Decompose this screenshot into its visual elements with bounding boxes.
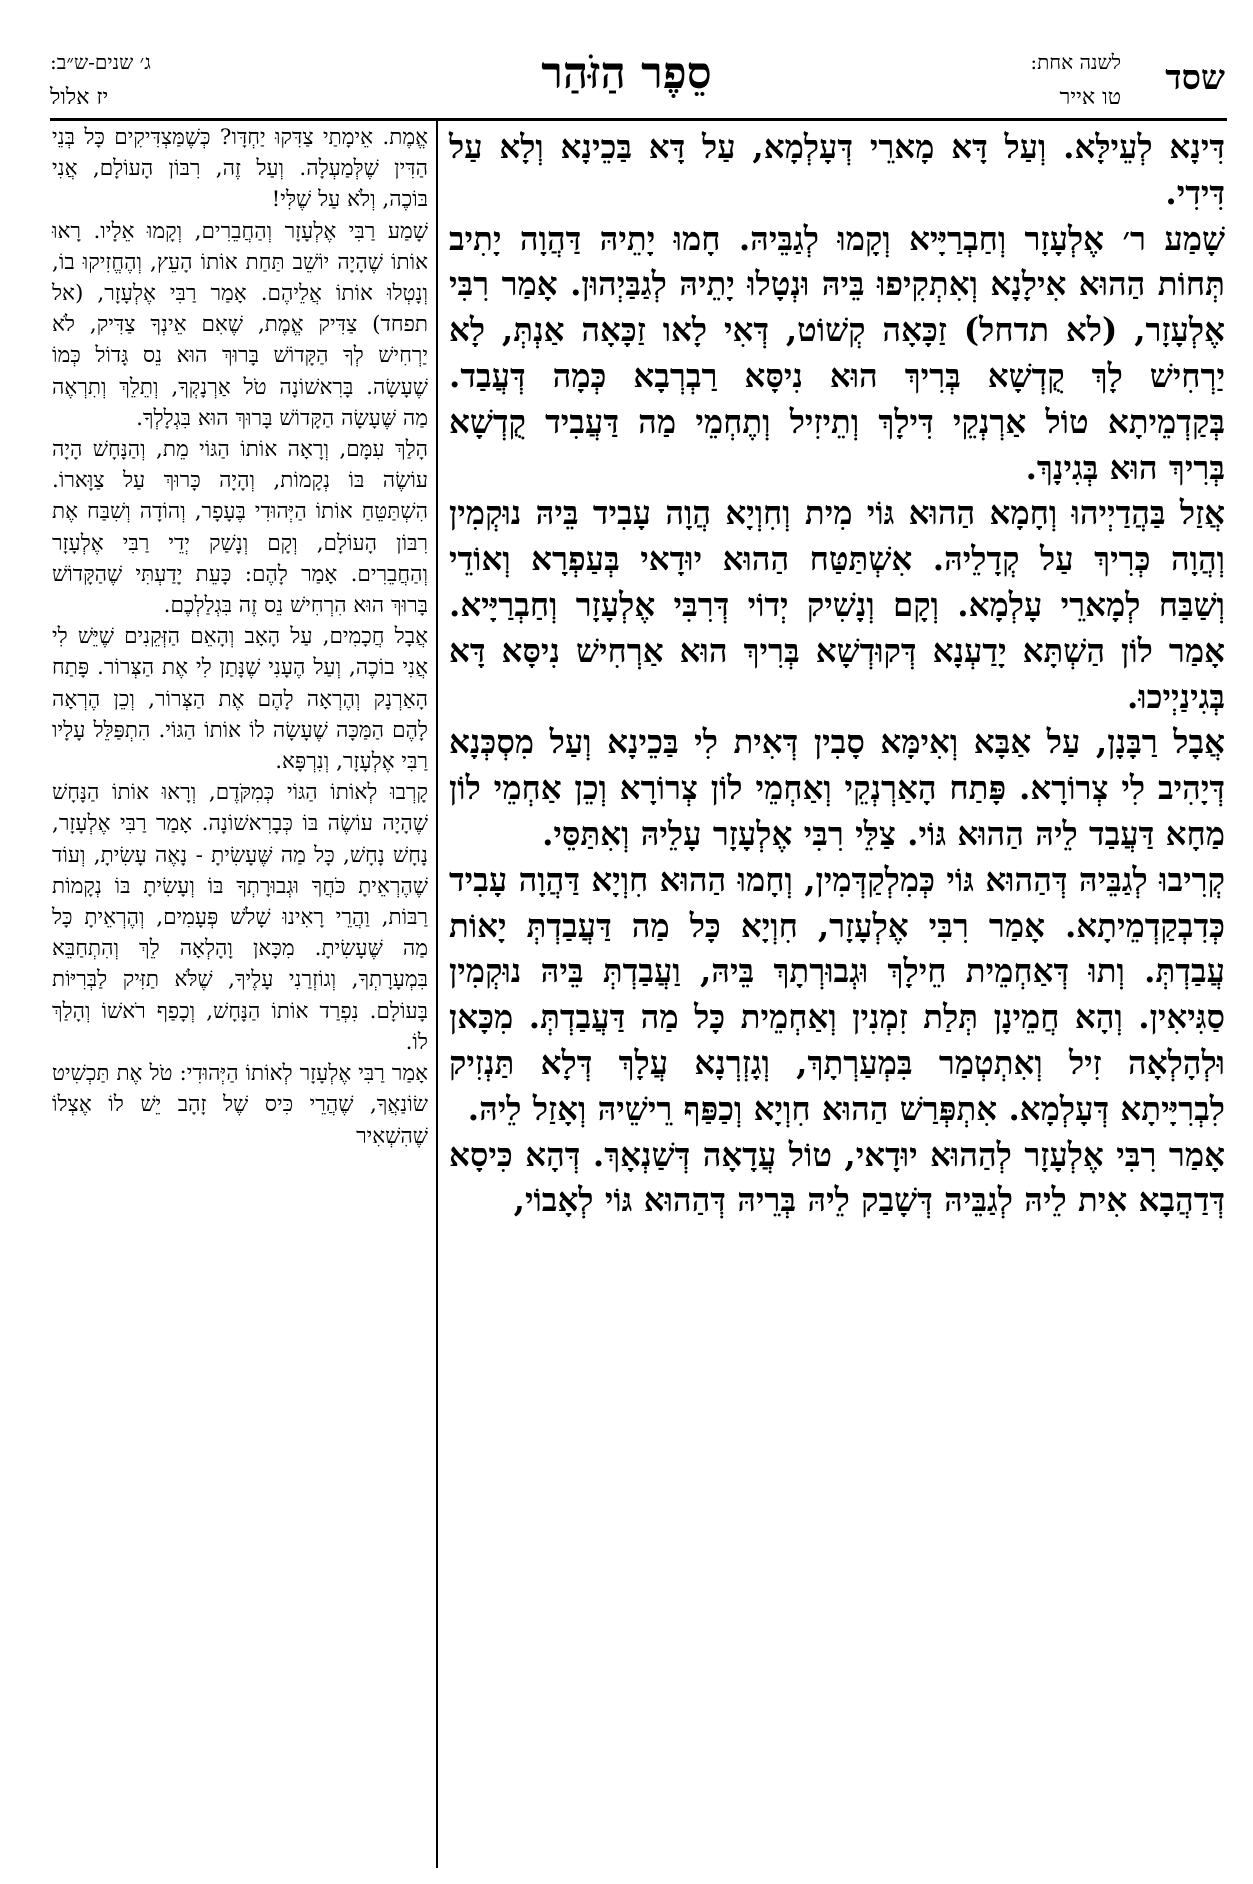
translation-paragraph: קָרְבוּ לְאוֹתוֹ הַגּוֹי כְּמִקֹּדֶם, וְרָאוּ אוֹתוֹ הַנָּחָשׁ שֶׁהָיָה עוֹשֶׂה בּוֹ כְּבָרִאשׁוֹנָה. אָמַר רַבִּי אֶלְעָזָר, נָחָשׁ נָחָשׁ, כָּל מַה שֶּׁעָשִׂיתָ - נָאֶה עָשִׂיתָ, וְעוֹד שֶׁהֶרְאֵיתָ כֹּחֲךָ וּגְבוּרָתְךָ בּוֹ וְעָשִׂיתָ בּוֹ נְקָמוֹת רַבּוֹת, וַהֲרֵי רָאִינוּ שָׁלֹשׁ פְּעָמִים, וְהֶרְאֵיתָ כָּל מַה שֶּׁעָשִׂיתָ. מִכָּאן וָהָלְאָה לֵךְ וְהִתְחַבֵּא בִּמְעָרָתְךָ, וְגוֹזְרַנִי עָלֶיךָ, שֶׁלֹּא תַזִּיק לַבְּרִיּוֹת בָּעוֹלָם. נִפְרַד אוֹתוֹ הַנָּחָשׁ, וְכָפַף רֹאשׁוֹ וְהָלַךְ לוֹ. xyxy=(52,780,428,1055)
main-paragraph: קְרִיבוּ לְגַבֵּיהּ דְּהַהוּא גּוֹי כְּמִלְקַדְּמִין, וְחָמוּ הַהוּא חִוְיָא דַּהֲוָה עָבִיד כְּדִבְקַדְמֵיתָא. אָמַר רִבִּי אֶלְעָזָר, חִוְיָא כָּל מַה דַּעֲבַדְתְּ יָאוֹת עֲבַדְתְּ. וְתוּ דְּאַחְמֵית חֵילָךְ וּגְבוּרְתָךְ בֵּיהּ, וַעֲבַדְתְּ בֵּיהּ נוּקְמִין סַגִּיאִין. וְהָא חֲמֵינָן תְּלַת זִמְנִין וְאַחְמֵית כָּל מַה דַּעֲבַדְתְּ. מִכָּאן וּלְהָלְאָה זִיל וְאִתְטְמַר בִּמְעַרְתָךְ, וְגָזְרְנָא עֲלָךְ דְּלָא תַּנְזִיק לִבְרִיָּיתָא דְּעָלְמָא. אִתְפְּרַשׁ הַהוּא חִוְיָא וְכַפַּף רֵישֵׁיהּ וְאָזַל לֵיהּ. xyxy=(449,859,1225,1128)
translation-paragraph: שָׁמַע רַבִּי אֶלְעָזָר וְהַחֲבֵרִים, וְקָמוּ אֵלָיו. רָאוּ אוֹתוֹ שֶׁהָיָה יוֹשֵׁב תַּחַת אוֹתוֹ הָעֵץ, וְהֶחֱזִיקוּ בוֹ, וְנָטְלוּ אוֹתוֹ אֲלֵיהֶם. אָמַר רַבִּי אֶלְעָזָר, (אל תפחד) צַדִּיק אֱמֶת, שֶׁאִם אֵינְךָ צַדִּיק, לֹא יַרְחִישׁ לְךָ הַקָּדוֹשׁ בָּרוּךְ הוּא נֵס גָּדוֹל כְּמוֹ שֶׁעָשָׂה. בָּרִאשׁוֹנָה טֹל אַרְנָקְךָ, וְתֵלֵךְ וְתִרְאֶה מַה שֶּׁעָשָׂה הַקָּדוֹשׁ בָּרוּךְ הוּא בִּגְלָלְךָ. xyxy=(52,218,428,431)
main-paragraph: דִּינָא לְעֵילָּא. וְעַל דָּא מָארֵי דְּעָלְמָא, עַל דָּא בַּכֵינָא וְלָא עַל דִּידִי. xyxy=(449,127,1225,212)
translation-paragraph: אֱמֶת. אֵימָתַי צַדִּקוּ יַחְדָּו? כְּשֶׁמַּצְדִּיקִים כָּל בְּנֵי הַדִּין שֶׁלְּמַעְלָה. וְעַל זֶה, רִבּוֹן הָעוֹלָם, אֲנִי בּוֹכֶה, וְלֹא עַל שֶׁלִּי! xyxy=(52,125,428,213)
date-left: יז אלול xyxy=(50,85,109,110)
main-paragraph: אֲבָל רַבָּנָן, עַל אַבָּא וְאִימָּא סָבִין דְּאִית לִי בַּכֵינָא וְעַל מִסְכְּנָא דְּיָהִיב לִי צְרוֹרָא. פָּתַח הָאַרְנְקֵי וְאַחְמֵי לוֹן צְרוֹרָא וְכֵן אַחְמֵי לוֹן מַחָא דַּעֲבַד לֵיהּ הַהוּא גּוֹי. צַלֵּי רִבִּי אֶלְעָזָר עָלֵיהּ וְאִתַּסֵּי. xyxy=(449,722,1225,853)
main-paragraph: שָׁמַע ר׳ אֶלְעָזָר וְחַבְרַיָּיא וְקָמוּ לְגַבֵּיהּ. חָמוּ יָתֵיהּ דַּהֲוָה יָתִיב תְּחוֹת הַהוּא אִילָנָא וְאִתְקִיפוּ בֵּיהּ וּנְטָלוּ יָתֵיהּ לְגַבַּיְהוּן. אָמַר רִבִּי אֶלְעָזָר, (לא תדחל) זַכָּאָה קְשׁוֹט, דְּאִי לָאו זַכָּאָה אַנְתְּ, לָא יַרְחִישׁ לָךְ קֻדְשָׁא בְּרִיךְ הוּא נִיסָּא רַבְרְבָא כְּמָה דְּעֲבַד. בְּקַדְמֵיתָא טוֹל אַרְנְקֵי דִּילָךְ וְתֵיזִיל וְתֶחְמֵי מַה דַּעֲבִיד קֻדְשָׁא בְּרִיךְ הוּא בְּגִינָךְ. xyxy=(449,218,1225,487)
year-note: לשנה אחת: xyxy=(1030,50,1121,74)
translation-paragraph: הָלַךְ עִמָּם, וְרָאָה אוֹתוֹ הַגּוֹי מֵת, וְהַנָּחָשׁ הָיָה עוֹשֶׂה בּוֹ נְקָמוֹת, וְהָיָה כָּרוּךְ עַל צַוָּארוֹ. הִשְׁתַּטֵּחַ אוֹתוֹ הַיְּהוּדִי בֶּעָפָר, וְהוֹדָה וְשִׁבַּח אֶת רִבּוֹן הָעוֹלָם, וְקָם וְנָשַׁק יְדֵי רַבִּי אֶלְעָזָר וְהַחֲבֵרִים. אָמַר לָהֶם: כָּעֵת יָדַעְתִּי שֶׁהַקָּדוֹשׁ בָּרוּךְ הוּא הִרְחִישׁ נֵס זֶה בִּגְלַלְכֶם. xyxy=(52,437,428,619)
page-number: שסד xyxy=(1165,58,1225,98)
header-rule xyxy=(50,118,1227,121)
main-column xyxy=(449,124,1225,1223)
translation-column xyxy=(52,122,428,1152)
main-paragraph: אָמַר רִבִּי אֶלְעָזָר לְהַהוּא יוּדָאי, טוֹל עֲדָאָה דְּשַׁנְאָךְ. דְּהָא כִּיסָא דְּדַהֲבָא אִית לֵיהּ לְגַבֵּיהּ דְּשָׁבַק לֵיהּ בְּרֵיהּ דְּהַהוּא גּוֹי לְאָבוֹי, xyxy=(449,1134,1225,1220)
column-divider xyxy=(436,118,438,1868)
date-right: טו אייר xyxy=(1059,85,1121,110)
main-paragraph: אֲזַל בַּהֲדַיְיהוּ וְחָמָא הַהוּא גּוֹי מִית וְחִוְיָא הֲוָה עָבִיד בֵּיהּ נוּקְמִין וְהֲוָה כְּרִיךְ עַל קְדָלֵיהּ. אִשְׁתַּטַּח הַהוּא יוּדָאי בְּעַפְרָא וְאוֹדֵי וְשַׁבַּח לְמָארֵי עָלְמָא. וְקָם וְנָשִׁיק יְדוֹי דְּרִבִּי אֶלְעָזָר וְחַבְרַיָּיא. אָמַר לוֹן הַשְׁתָּא יָדַעְנָא דְּקוּדְשָׁא בְּרִיךְ הוּא אַרְחִישׁ נִיסָּא דָּא בְּגִינַיְיכוּ. xyxy=(449,493,1225,716)
book-title: סֵפֶר הַזֹּהַר xyxy=(541,48,712,99)
translation-paragraph: אֲבָל חֲכָמִים, עַל הָאָב וְהָאֵם הַזְּקֵנִים שֶׁיֵּשׁ לִי אֲנִי בוֹכֶה, וְעַל הֶעָנִי שֶׁנָּתַן לִי אֶת הַצְּרוֹר. פָּתַח הָאַרְנָק וְהֶרְאָה לָהֶם אֶת הַצְּרוֹר, וְכֵן הֶרְאָה לָהֶם הַמַּכָּה שֶׁעָשָׂה לוֹ אוֹתוֹ הַגּוֹי. הִתְפַּלֵּל עָלָיו רַבִּי אֶלְעָזָר, וְנִרְפָּא. xyxy=(52,624,428,775)
translation-paragraph: אָמַר רַבִּי אֶלְעָזָר לְאוֹתוֹ הַיְּהוּדִי: טֹל אֶת תַּכְשִׁיט שׂוֹנַאֲךָ, שֶׁהֲרֵי כִּיס שֶׁל זָהָב יֵשׁ לוֹ אֶצְלוֹ שֶׁהִשְׁאִיר xyxy=(52,1061,428,1149)
volume-note: ג׳ שנים-ש״ב: xyxy=(50,50,151,74)
